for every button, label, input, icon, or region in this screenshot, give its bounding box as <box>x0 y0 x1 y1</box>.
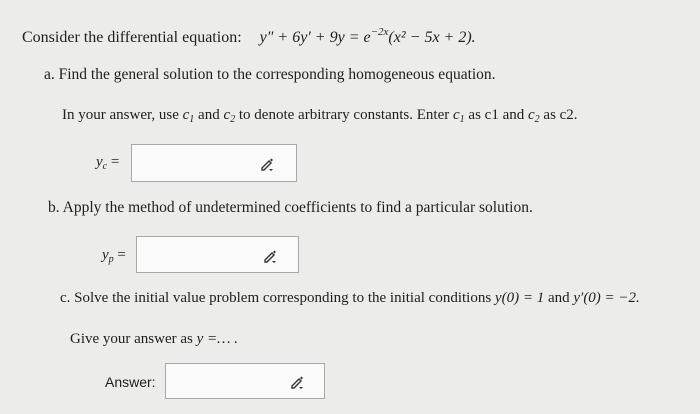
answer-label: Answer: <box>105 374 156 390</box>
give-answer-instruction <box>70 331 238 348</box>
problem-statement <box>22 26 476 47</box>
instruction-text: as c2. <box>539 107 578 123</box>
instruction-text: Give your answer as <box>70 331 197 347</box>
yc-label <box>96 154 119 172</box>
equation-e: e <box>363 29 371 46</box>
instruction-text: In your answer, use <box>62 107 183 123</box>
c2-subscript: 2 <box>534 114 540 125</box>
c2-subscript: 2 <box>230 114 236 125</box>
equation-exponent: −2x <box>370 26 389 38</box>
part-a-prompt: a. Find the general solution to the corresponding homogeneous equation. <box>44 66 496 83</box>
prompt-text: c. Solve the initial value problem corresponding to the initial conditions <box>60 290 495 306</box>
yc-symbol: y <box>96 154 103 170</box>
equation-rhs: (x² − 5x + 2). <box>388 29 476 46</box>
equals-sign: = <box>113 247 126 263</box>
prompt-text: and <box>544 290 574 306</box>
c1-symbol: c <box>453 107 460 123</box>
part-a-instruction <box>62 107 578 125</box>
answer-input[interactable] <box>165 363 325 399</box>
c2-symbol: c <box>223 107 231 123</box>
equals-sign: = <box>107 154 120 170</box>
yp-label <box>102 247 126 265</box>
instruction-text: as c1 and <box>464 107 528 123</box>
pencil-icon[interactable] <box>263 249 277 263</box>
c1-subscript: 1 <box>459 114 465 125</box>
problem-intro: Consider the differential equation: <box>22 29 242 46</box>
initial-condition-2: y′(0) = −2. <box>573 290 640 306</box>
yp-input[interactable] <box>136 236 299 273</box>
c1-subscript: 1 <box>189 114 195 125</box>
c1-symbol: c <box>182 107 190 123</box>
instruction-text: to denote arbitrary constants. Enter <box>235 107 453 123</box>
initial-condition-1: y(0) = 1 <box>494 290 545 306</box>
yc-subscript: c <box>102 161 108 172</box>
c2-symbol: c <box>527 107 535 123</box>
part-b-prompt: b. Apply the method of undetermined coefficients to find a particular solution. <box>48 199 533 216</box>
pencil-icon[interactable] <box>290 375 304 389</box>
pencil-icon[interactable] <box>260 157 274 171</box>
yc-input[interactable] <box>131 144 297 182</box>
part-c-prompt <box>60 290 640 307</box>
yp-subscript: p <box>108 254 114 265</box>
instruction-text: and <box>194 107 224 123</box>
answer-form: y =… . <box>196 331 239 347</box>
equation-lhs: y″ + 6y′ + 9y = <box>259 29 364 46</box>
yp-symbol: y <box>102 247 109 263</box>
